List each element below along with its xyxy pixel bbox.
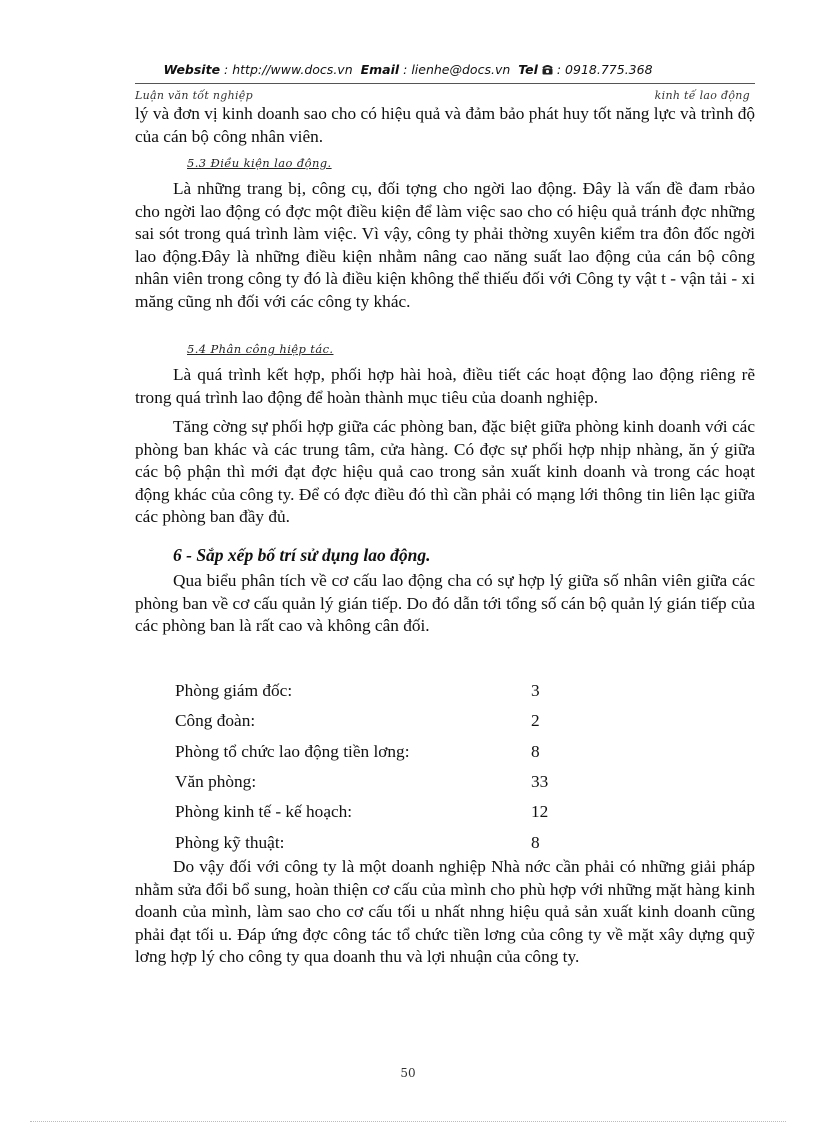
phone-icon [542, 62, 557, 77]
tel-value[interactable]: : 0918.775.368 [556, 62, 653, 77]
department-list [175, 676, 591, 858]
paragraph-continuation: lý và đơn vị kinh doanh sao cho có hiệu quả và đảm bảo phát huy tốt năng lực và trình độ của cán bộ công nhân viên. [135, 104, 755, 146]
list-item [175, 706, 591, 736]
department-name: Phòng tổ chức lao động tiền lơng: [175, 741, 410, 761]
subheading-5-3: 5.3 Điều kiện lao động. [187, 156, 332, 170]
subheading-5-4: 5.4 Phân công hiệp tác. [187, 342, 334, 356]
department-count: 33 [531, 772, 549, 792]
department-count: 8 [531, 832, 540, 852]
site-header [0, 62, 816, 77]
department-name: Văn phòng: [175, 772, 257, 792]
list-item [175, 827, 591, 857]
department-count: 3 [531, 681, 540, 701]
page-number: 50 [400, 1066, 416, 1080]
department-name: Phòng kinh tế - kế hoạch: [175, 802, 353, 822]
body-block-2 [135, 178, 755, 314]
department-count: 8 [531, 741, 540, 761]
department-name: Phòng giám đốc: [175, 681, 293, 701]
email-value[interactable]: : lienhe@docs.vn [403, 62, 511, 77]
bottom-divider [30, 1121, 786, 1122]
section-heading-6: 6 - Sắp xếp bố trí sử dụng lao động. [173, 545, 431, 565]
paragraph-conclusion: Do vậy đối với công ty là một doanh nghiệp Nhà nớc cần phải có những giải pháp nhằm sửa đổi bổ sung, hoàn thiện cơ cấu của mình cho phù hợp với những mặt hàng kinh doanh của mình, làm sao cho cơ cấu tối u nhất nhng hiệu quả sản xuất kinh doanh cũng phải đạt tối u. Đáp ứng đợc công tác tổ chức tiền lơng của công ty về mặt xây dựng quỹ lơng hợp lý cho công ty qua doanh thu và lợi nhuận của công ty. [135, 857, 755, 967]
paragraph-cooperation-1: Là quá trình kết hợp, phối hợp hài hoà, điều tiết các hoạt động lao động riêng rẽ trong quá trình lao động để hoàn thành mục tiêu của doanh nghiệp. [135, 365, 755, 407]
department-count: 2 [531, 711, 540, 731]
body-block-3 [135, 364, 755, 409]
body-block-4 [135, 416, 755, 529]
body-block-1 [135, 103, 755, 148]
list-item [175, 767, 591, 797]
website-value[interactable]: : http://www.docs.vn [224, 62, 353, 77]
running-header-left: Luận văn tốt nghiệp [135, 89, 253, 102]
body-block-5 [135, 570, 755, 638]
department-name: Công đoàn: [175, 711, 256, 731]
website-label: Website [163, 62, 221, 77]
header-divider [135, 83, 755, 84]
paragraph-structure-analysis: Qua biểu phân tích về cơ cấu lao động cha có sự hợp lý giữa số nhân viên giữa các phòng ban về cơ cấu quản lý gián tiếp. Do đó dẫn tới tổng số cán bộ quản lý gián tiếp của các phòng ban là rất cao và không cân đối. [135, 571, 755, 636]
department-name: Phòng kỹ thuật: [175, 832, 285, 852]
list-item [175, 737, 591, 767]
list-item [175, 676, 591, 706]
tel-label: Tel [518, 62, 538, 77]
paragraph-working-conditions: Là những trang bị, công cụ, đối tợng cho ngời lao động. Đây là vấn đề đam rbảo cho ngời lao động có đợc một điều kiện để làm việc sao cho có hiệu quả tránh đợc những sai sót trong quá trình làm việc. Vì vậy, công ty phải thờng xuyên kiểm tra đôn đốc ngời lao động.Đây là những điều kiện nhằm nâng cao năng suất lao động của cán bộ công nhân viên trong công ty đó là điều kiện không thể thiếu đối với Công ty vật t - vận tải - xi măng cũng nh đối với các công ty khác. [135, 179, 755, 311]
paragraph-cooperation-2: Tăng cờng sự phối hợp giữa các phòng ban, đặc biệt giữa phòng kinh doanh với các phòng ban khác và các trung tâm, cửa hàng. Có đợc sự phối hợp nhịp nhàng, ăn ý giữa các bộ phận thì mới đạt đợc hiệu quả cao trong sản xuất kinh doanh và trong các hoạt động khác của công ty. Để có đợc điều đó thì cần phải có mạng lới thông tin liên lạc giữa các phòng ban đầy đủ. [135, 417, 755, 527]
body-block-6 [135, 856, 755, 969]
running-header-right: kinh tế lao động [654, 89, 750, 102]
email-label: Email [360, 62, 400, 77]
department-count: 12 [531, 802, 549, 822]
list-item [175, 797, 591, 827]
